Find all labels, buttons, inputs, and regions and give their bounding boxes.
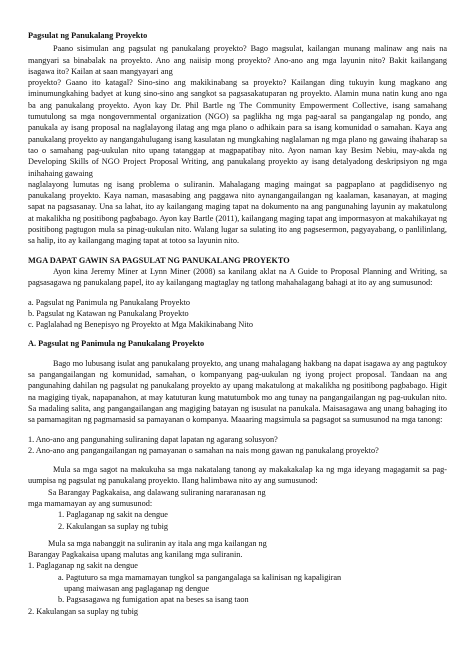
section-heading: MGA DAPAT GAWIN SA PAGSULAT NG PANUKALANG PROYEKTO [28,255,290,265]
list-item: a. Pagtuturo sa mga mamamayan tungkol sa pangangalaga sa kalinisan ng kapaligiran [58,572,342,582]
list-item: 1. Paglaganap ng sakit na dengue [58,510,168,520]
section-intro: Ayon kina Jeremy Miner at Lynn Miner (2008) sa kanilang aklat na A Guide to Proposal Planning and Writing, sa pagsasagawa ng panukalang papel, ito ay kailangang magtaglay ng tatlong mahahalagang bahagi at ito ay ang sumusunod: [28,266,447,288]
sample-line: Sa Barangay Pagkakaisa, ang dalawang suliraning nararanasan ng [48,487,266,497]
intro-paragraph-3: naglalayong lumutas ng isang problema o suliranin. Mahalagang maging maingat sa pagpaplano at pagdidisenyo ng panukalang proyekto. Kaya naman, masasabing ang paggawa nito aynangangailangan ng kaalaman, kasanayan, at maging sapat na pagsasanay. Una sa lahat, ito ay kailangang maging tapat na dokumento na ang pangunahing layunin ay makatulong at makalikha ng positibong pagbabago. Ayon kay Bartle (2011), kailangang maging tapat ang impormasyon at makahikayat ng positibong pagtugon mula sa pinag-uukulan nito. Walang lugar sa sulating ito ang pagsesermon, pagyayabang, o panlilinlang, sa halip, ito ay kailangang maging tapat at totoo sa layunin nito. [28,179,447,246]
list-item: 1. Paglaganap ng sakit na dengue [28,561,138,571]
questions-list [28,434,447,457]
intro-paragraph-2: proyekto? Gaano ito katagal? Sino-sino ang makikinabang sa proyekto? Kailangan ding tukuyin kung magkano ang iminumungkahing badyet at kung sino-sino ang sangkot sa pagsasakatuparan ng proyekto. Alamin muna natin kung ano nga ba ang panukalang proyekto. Ayon kay Dr. Phil Bartle ng The Community Empowerment Collective, isang samahang tumutulong sa mga nongovernmental organization (NGO) sa paglikha ng mga pag-aaral sa pangangalap ng pondo, ang panukala ay isang proposal na naglalayong ilatag ang mga plano o adhikain para sa isang komunidad o samahan. Kaya ang panukalang proyekto ay nangangahulugang isang kasulatan ng mungkahing naglalaman ng mga plano ng gawaing ihaharap sa tao o samahang pag-uukulan nito upang tatanggap at magpapatibay nito. Ayon naman kay Besim Nebiu, may-akda ng Developing Skills of NGO Project Proposal Writing, ang panukalang proyekto ay isang detalyadong deskripsiyon ng mga inihahaing gawaing [28,78,447,178]
mula-line: Mula sa mga nabanggit na suliranin ay itala ang mga kailangan ng [48,538,267,548]
list-item: c. Paglalahad ng Benepisyo ng Proyekto at Mga Makikinabang Nito [28,320,253,330]
list-item: b. Pagsasagawa ng fumigation apat na beses sa isang taon [58,595,249,605]
sample-intro: Mula sa mga sagot na makukuha sa mga nakatalang tanong ay makakakalap ka ng mga ideyang magagamit sa pag-uumpisa ng pagsulat ng panukalang proyekto. Ilang halimbawa nito ay ang sumusunod: [28,465,447,486]
parts-list [28,297,447,331]
list-item: 1. Ano-ano ang pangunahing suliraning dapat lapatan ng agarang solusyon? [28,434,278,444]
list-item: 2. Ano-ano ang pangangailangan ng pamayanan o samahan na nais mong gawan ng panukalang proyekto? [28,445,379,455]
document-title: Pagsulat ng Panukalang Proyekto [28,31,148,40]
sub-heading-a: A. Pagsulat ng Panimula ng Panukalang Proyekto [28,339,205,349]
list-item: b. Pagsulat ng Katawan ng Panukalang Proyekto [28,308,189,318]
mula-line: Barangay Pagkakaisa upang malutas ang kanilang mga suliranin. [28,550,243,560]
sample-line: mga mamamayan ay ang sumusunod: [28,498,153,508]
list-item: 2. Kakulangan sa suplay ng tubig [58,521,168,531]
section-a-paragraph: Bago mo lubusang isulat ang panukalang proyekto, ang unang mahalagang hakbang na dapat isagawa ay ang pagtukoy sa pangangailangan ng komunidad, samahan, o kompanyang pag-uukulan ng iyong project proposal. Tandaan na ang pangunahing dahilan ng pagsulat ng panukalang proyekto ay upang makatulong at makalikha ng positibong pagbabago. Higit na magiging tiyak, napapanahon, at may katuturan kung matutumbok mo ang tunay na pangangailangan ng pag-uukulan nito. Sa madaling salita, ang pangangailangan ang magiging batayan ng isusulat na panukala. Maisasagawa ang unang bahaging ito sa pamamagitan ng pagmamasid sa pamayanan o kompanya. Maaaring magsimula sa pagsagot sa sumusunod na mga tanong: [28,358,447,425]
list-item: a. Pagsulat ng Panimula ng Panukalang Proyekto [28,297,190,307]
intro-paragraph-1: Paano sisimulan ang pagsulat ng panukalang proyekto? Bago magsulat, kailangan munang malinaw ang nais na mangyari sa binabalak na proyekto. Ano ang naiisip mong proyekto? Ano-ano ang mga layunin nito? Bakit kailangang isagawa ito? Kailan at saan mangyayari ang [28,44,447,76]
list-item: 2. Kakulangan sa suplay ng tubig [28,606,138,616]
list-item-continuation: upang maiwasan ang paglaganap ng dengue [64,584,210,594]
